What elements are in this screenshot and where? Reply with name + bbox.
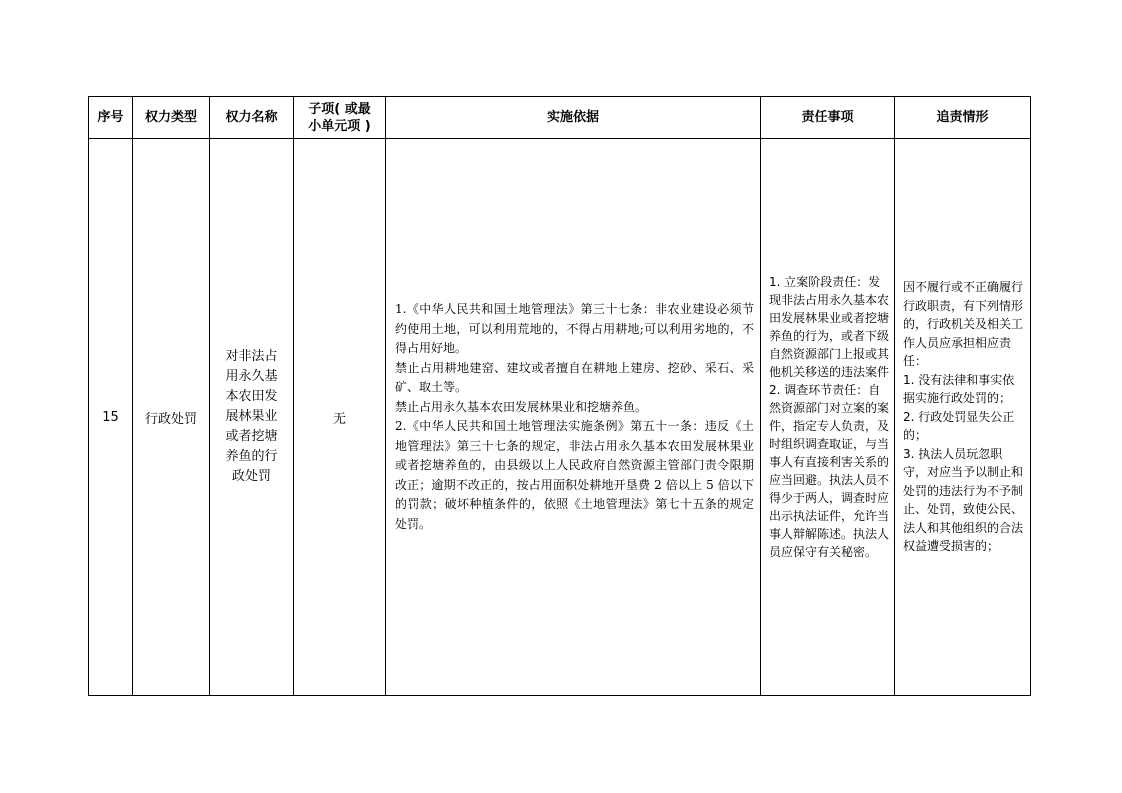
duty-paragraph: 1. 立案阶段责任：发现非法占用永久基本农田发展林果业或者挖塘养鱼的行为，或者下级自然资源部门上报或其他机关移送的违法案件 [769,275,890,379]
header-accountability: 追责情形 [895,97,1031,139]
header-duty: 责任事项 [761,97,895,139]
table-row [89,139,1031,696]
basis-paragraph: 1.《中华人民共和国土地管理法》第三十七条：非农业建设必须节约使用土地，可以利用荒地的，不得占用耕地;可以利用劣地的，不得占用好地。 [395,302,754,355]
header-power-type: 权力类型 [133,97,210,139]
accountability-paragraph: 3. 执法人员玩忽职守，对应当予以制止和处罚的违法行为不予制止、处罚，致使公民、法人和其他组织的合法权益遭受损害的； [903,446,1024,554]
power-list-table [88,96,1031,696]
header-sub-item: 子项( 或最小单元项 ) [294,97,386,139]
accountability-paragraph: 因不履行或不正确履行行政职责，有下列情形的，行政机关及相关工作人员应承担相应责任： [903,280,1024,369]
basis-paragraph: 禁止占用耕地建窑、建坟或者擅自在耕地上建房、挖砂、采石、采矿、取土等。 [395,360,754,394]
basis-paragraph: 禁止占用永久基本农田发展林果业和挖塘养鱼。 [395,399,648,414]
cell-seq: 15 [89,139,133,696]
accountability-paragraph: 1. 没有法律和事实依据实施行政处罚的； [903,372,1015,406]
cell-power-type: 行政处罚 [133,139,210,696]
cell-accountability [895,139,1031,696]
cell-sub-item: 无 [294,139,386,696]
cell-power-name: 对非法占用永久基本农田发展林果业或者挖塘养鱼的行政处罚 [210,139,294,696]
basis-paragraph: 2.《中华人民共和国土地管理法实施条例》第五十一条：违反《土地管理法》第三十七条的规定，非法占用永久基本农田发展林果业或者挖塘养鱼的，由县级以上人民政府自然资源主管部门责令限期改正；逾期不改正的，按占用面积处耕地开垦费 2 倍以上 5 倍以下的罚款；破坏种植条件的，依照《土地管理法》第七十五条的规定处罚。 [395,419,754,531]
duty-paragraph: 2. 调查环节责任：自然资源部门对立案的案件，指定专人负责，及时组织调查取证，与当事人有直接利害关系的应当回避。执法人员不得少于两人，调查时应出示执法证件，允许当事人辩解陈述。执法人员应保守有关秘密。 [769,383,890,559]
header-row [89,97,1031,139]
accountability-paragraph: 2. 行政处罚显失公正的； [903,409,1015,443]
header-seq: 序号 [89,97,133,139]
header-basis: 实施依据 [386,97,761,139]
header-power-name: 权力名称 [210,97,294,139]
cell-duty [761,139,895,696]
cell-basis [386,139,761,696]
